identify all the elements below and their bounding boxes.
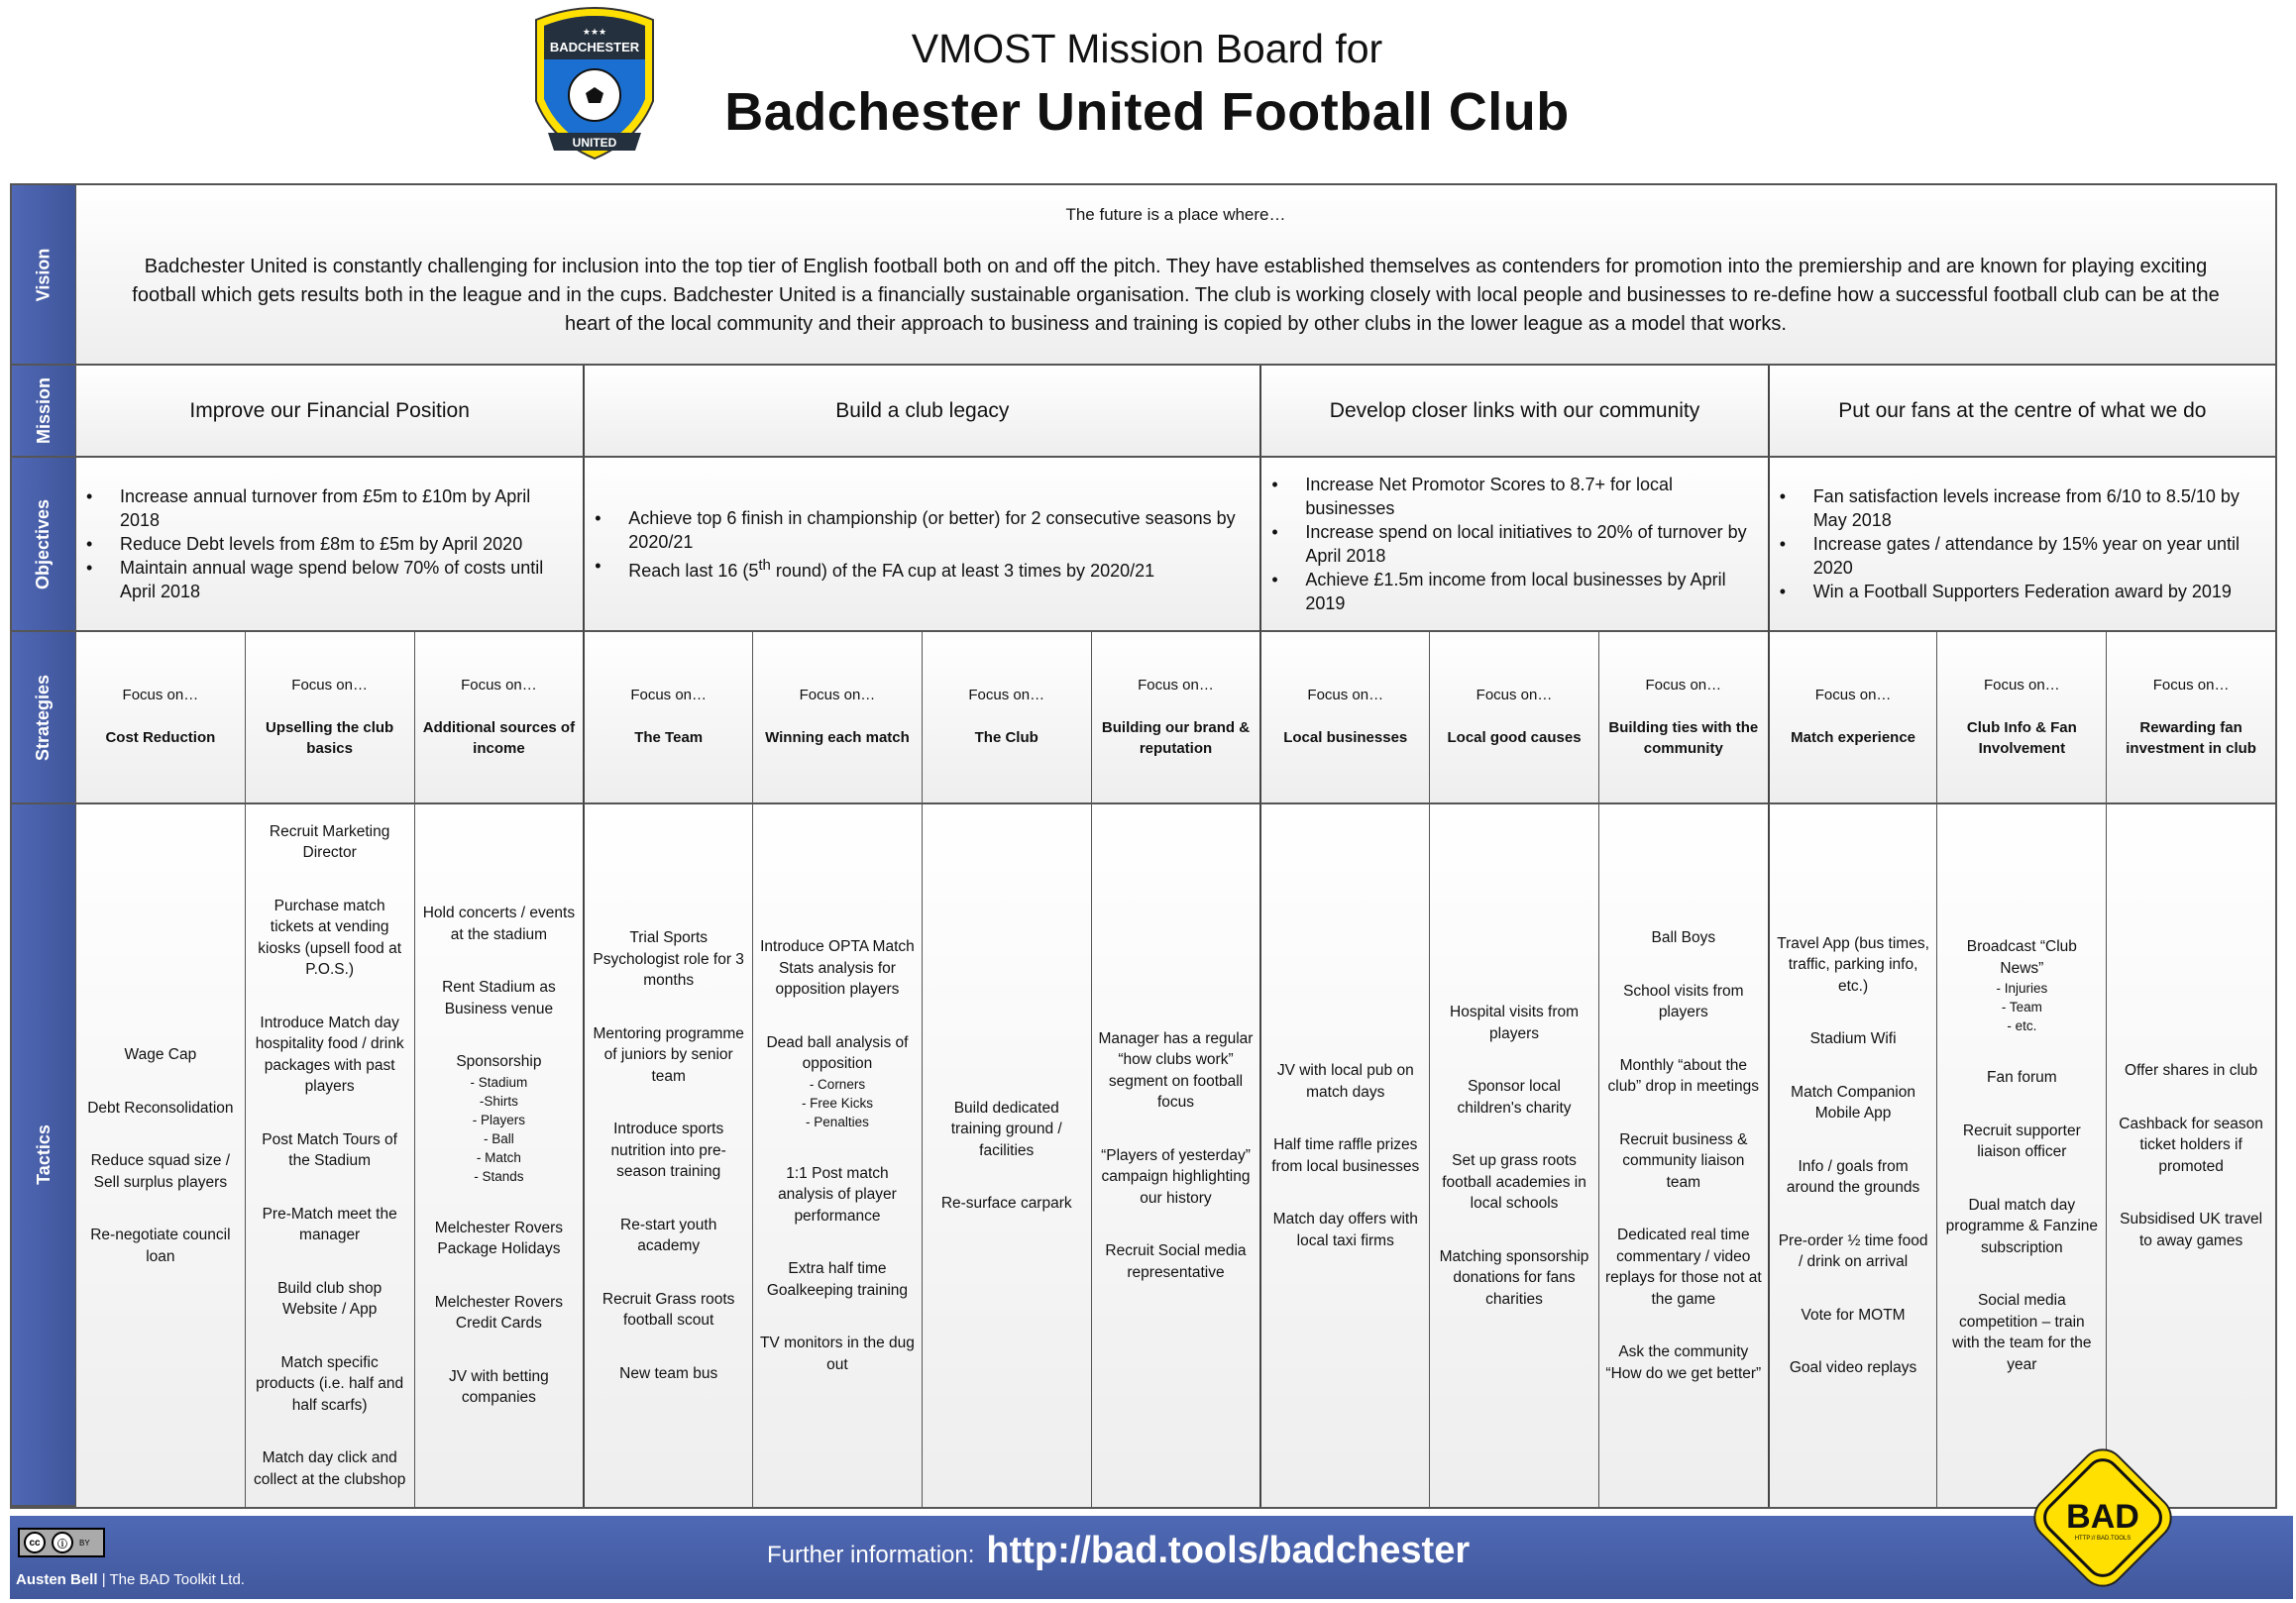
tactics-column-1 [75, 804, 245, 1507]
tactic-text: Re-start youth academy [620, 1216, 717, 1254]
tactic-item [421, 1366, 578, 1409]
tactic-text: Match day offers with local taxi firms [1272, 1211, 1418, 1249]
strategy-9 [1429, 632, 1598, 804]
strategy-name: Building ties with the community [1608, 718, 1759, 757]
tactic-subitem: - Ball [484, 1130, 514, 1146]
tactic-text: Debt Reconsolidation [87, 1099, 234, 1117]
strategy-1 [75, 632, 245, 804]
objective-item [86, 532, 569, 556]
objectives-2 [583, 458, 1259, 632]
tactic-subitem: - etc. [2007, 1018, 2037, 1033]
tactics-column-12 [1936, 804, 2106, 1507]
tactic-text: Info / goals from around the grounds [1786, 1157, 1920, 1196]
club-name-title [0, 81, 2296, 143]
tactic-item [591, 927, 746, 992]
tactic-item [619, 1363, 717, 1385]
objective-item [1271, 473, 1753, 520]
tactic-item [1098, 1028, 1255, 1114]
objective-text: Win a Football Supporters Federation award by 2019 [1812, 582, 2232, 601]
tactic-text: Re-surface carpark [940, 1195, 1072, 1212]
tactic-text: Post Match Tours of the Stadium [262, 1130, 397, 1170]
strategy-focus-label: Focus on… [291, 676, 368, 694]
tactic-text: Dead ball analysis of opposition [766, 1033, 909, 1072]
strategy-focus-label: Focus on… [1814, 687, 1892, 703]
tactic-item [2125, 1060, 2257, 1082]
strategy-7 [1091, 632, 1260, 804]
tactic-text: Match Companion Mobile App [1791, 1083, 1915, 1122]
tactic-item [2113, 1209, 2269, 1251]
tactics-column-9 [1429, 804, 1598, 1507]
objective-text-cont: round) of the FA cup at least 3 times by 2020/21 [770, 560, 1155, 581]
tactic-text: Recruit Grass roots football scout [601, 1290, 735, 1329]
tactic-item [591, 1215, 746, 1257]
strategy-focus-label: Focus on… [799, 687, 876, 703]
tactic-item [1436, 1002, 1592, 1044]
tactic-subitem: - Players [472, 1112, 526, 1127]
tactic-item [421, 903, 578, 945]
strategy-focus-label: Focus on… [1983, 676, 2060, 694]
tactic-text: Goal video replays [1789, 1359, 1917, 1376]
tactic-text: JV with local pub on match days [1276, 1062, 1414, 1101]
strategy-focus-label: Focus on… [461, 676, 537, 694]
tactic-item [591, 1023, 746, 1088]
tactic-text: Set up grass roots football academies in local schools [1442, 1152, 1586, 1212]
vmost-board [10, 183, 2277, 1509]
objective-text: Reach last 16 (5 [628, 560, 759, 581]
tactic-text: Reduce squad size / Sell surplus players [90, 1152, 231, 1191]
objective-text: Achieve £1.5m income from local businesses by April 2019 [1305, 570, 1726, 613]
tactic-text: Purchase match tickets at vending kiosks (upsell food at P.O.S.) [258, 897, 402, 979]
tactic-item [1943, 936, 2100, 1035]
tactic-text: Recruit Social media representative [1105, 1242, 1247, 1281]
objectives-3 [1259, 458, 1767, 632]
tactic-item [591, 1119, 746, 1183]
tactic-text: Trial Sports Psychologist role for 3 months [593, 929, 744, 989]
strategy-name: Additional sources of income [422, 718, 576, 757]
svg-text:BADCHESTER: BADCHESTER [549, 40, 640, 54]
strategy-2 [245, 632, 414, 804]
tactic-item [252, 1352, 408, 1417]
tactic-item [421, 1292, 578, 1335]
objective-list [1780, 484, 2261, 603]
tactic-text: Re-negotiate council loan [90, 1227, 231, 1265]
tactic-item [1776, 933, 1931, 998]
tactic-text: Introduce Match day hospitality food / drink packages with past players [255, 1014, 404, 1096]
tactic-text: Recruit Marketing Director [269, 822, 390, 862]
bad-toolkit-logo [2020, 1435, 2186, 1601]
objective-item [1271, 520, 1753, 568]
objectives-4 [1768, 458, 2275, 632]
tactic-item [1943, 1195, 2100, 1259]
tactic-text: TV monitors in the dug out [759, 1335, 915, 1373]
strategy-12 [1936, 632, 2106, 804]
tactic-item [1436, 1150, 1592, 1215]
objective-item [1271, 568, 1753, 615]
strategy-focus-label: Focus on… [1476, 687, 1553, 703]
tactic-text: Travel App (bus times, traffic, parking info, etc.) [1777, 934, 1929, 995]
objective-text: Increase gates / attendance by 15% year on year until 2020 [1812, 534, 2240, 578]
tactic-item [252, 1129, 408, 1172]
tactic-text: Hospital visits from players [1450, 1004, 1580, 1042]
mission-label: Improve our Financial Position [189, 398, 470, 422]
tactic-item [1098, 1145, 1255, 1210]
tactic-text: Matching sponsorship donations for fans charities [1439, 1247, 1589, 1308]
tactic-item [941, 1193, 1072, 1215]
objective-item [595, 554, 1246, 583]
tactic-text: Broadcast “Club News” [1966, 938, 2077, 977]
strategy-4 [583, 632, 752, 804]
strategy-11 [1768, 632, 1937, 804]
strategy-6 [922, 632, 1091, 804]
row-label-text: Tactics [33, 1124, 54, 1185]
strategy-name: The Team [634, 729, 704, 746]
tactic-text: Monthly “about the club” drop in meetings [1607, 1056, 1760, 1095]
objective-item [595, 506, 1246, 554]
mission-1 [75, 366, 583, 458]
strategy-name: Local businesses [1283, 729, 1408, 746]
company: The BAD Toolkit Ltd. [109, 1571, 245, 1588]
tactic-text: Introduce sports nutrition into pre-season training [610, 1121, 726, 1180]
title-line-2: Badchester United Football Club [724, 82, 1570, 142]
tactic-text: 1:1 Post match analysis of player performance [778, 1164, 897, 1225]
tactic-text: Ask the community “How do we get better” [1605, 1343, 1762, 1382]
further-info-link[interactable]: http://bad.tools/badchester [986, 1530, 1471, 1571]
further-label: Further information: [767, 1542, 975, 1568]
tactic-text: Build club shop Website / App [277, 1279, 383, 1319]
strategy-name: The Club [974, 729, 1039, 746]
objective-text: Increase Net Promotor Scores to 8.7+ for local businesses [1305, 475, 1674, 518]
tactic-item [87, 1098, 233, 1120]
title-line-1: VMOST Mission Board for [911, 26, 1383, 71]
separator: | [101, 1571, 106, 1588]
objective-text: Reduce Debt levels from £8m to £5m by April 2020 [120, 534, 523, 554]
strategy-focus-label: Focus on… [2152, 676, 2230, 694]
tactic-text: New team bus [619, 1364, 718, 1382]
tactic-text: Recruit supporter liaison officer [1962, 1122, 2081, 1160]
svg-text:BAD: BAD [2066, 1498, 2139, 1536]
tactic-item [1605, 1225, 1762, 1310]
author: Austen Bell [16, 1571, 98, 1588]
tactic-item [1776, 1230, 1931, 1273]
strategy-name: Rewarding fan investment in club [2126, 718, 2256, 757]
objectives-1 [75, 458, 583, 632]
tactics-column-7 [1091, 804, 1260, 1507]
svg-text:★★★: ★★★ [582, 28, 607, 38]
strategy-focus-label: Focus on… [122, 687, 199, 703]
tactic-text: Recruit business & community liaison team [1619, 1130, 1748, 1191]
strategy-focus-label: Focus on… [630, 687, 708, 703]
tactic-text: Cashback for season ticket holders if promoted [2119, 1115, 2263, 1175]
tactic-item [421, 1218, 578, 1260]
tactic-text: Match day click and collect at the clubshop [253, 1449, 406, 1488]
tactic-text: Ball Boys [1651, 929, 1716, 946]
tactics-column-5 [752, 804, 922, 1507]
header [0, 0, 2296, 178]
row-label-text: Vision [33, 248, 54, 301]
tactic-subitem: - Stands [474, 1168, 524, 1184]
tactics-column-4 [583, 804, 752, 1507]
mission-label: Build a club legacy [835, 398, 1010, 422]
row-label-tactics [12, 804, 75, 1507]
tactics-column-3 [414, 804, 584, 1507]
tactic-text: Half time raffle prizes from local businesses [1271, 1136, 1420, 1175]
strategy-name: Local good causes [1447, 729, 1582, 746]
strategy-focus-label: Focus on… [968, 687, 1045, 703]
objective-superscript: th [758, 556, 771, 574]
tactic-item [929, 1098, 1085, 1162]
objective-list [1271, 473, 1753, 615]
tactic-item [1605, 1341, 1762, 1384]
strategy-name: Winning each match [765, 729, 910, 746]
tactic-item [252, 821, 408, 864]
tactic-item [759, 936, 916, 1001]
tactic-item [1776, 1082, 1931, 1124]
tactic-text: Fan forum [1987, 1069, 2057, 1086]
row-label-strategies [12, 632, 75, 804]
tactic-text: Manager has a regular “how clubs work” segment on football focus [1098, 1029, 1254, 1112]
tactic-item [591, 1289, 746, 1332]
tactics-column-13 [2106, 804, 2275, 1507]
tactic-text: Sponsor local children's charity [1457, 1078, 1572, 1117]
tactics-column-11 [1768, 804, 1937, 1507]
row-label-vision [12, 185, 75, 366]
tactic-text: Dual match day programme & Fanzine subscription [1945, 1196, 2098, 1256]
tactic-text: School visits from players [1623, 982, 1744, 1020]
tactic-item [759, 1163, 916, 1228]
row-label-text: Strategies [33, 674, 54, 761]
objective-item [86, 556, 569, 603]
tactic-item [759, 1333, 916, 1375]
strategy-name: Cost Reduction [105, 729, 216, 746]
tactic-item [1943, 1121, 2100, 1163]
strategy-name: Club Info & Fan Involvement [1966, 718, 2077, 757]
tactics-column-10 [1598, 804, 1768, 1507]
objective-text: Achieve top 6 finish in championship (or better) for 2 consecutive seasons by 2020/21 [628, 507, 1236, 552]
row-label-objectives [12, 458, 75, 632]
tactic-item [456, 1051, 541, 1186]
strategy-10 [1598, 632, 1768, 804]
objective-list [86, 484, 569, 603]
strategy-name: Match experience [1791, 729, 1916, 746]
tactic-item [1267, 1134, 1423, 1177]
tactic-subitem: - Match [476, 1149, 521, 1165]
tactic-text: JV with betting companies [449, 1367, 549, 1407]
creative-commons-badge [18, 1528, 105, 1557]
tactic-subitem: - Corners [809, 1076, 866, 1092]
tactic-item [82, 1150, 239, 1193]
tactic-text: Subsidised UK travel to away games [2120, 1211, 2263, 1249]
tactic-text: Mentoring programme of juniors by senior team [593, 1024, 744, 1085]
mission-3 [1259, 366, 1767, 458]
tactic-item [252, 1013, 408, 1098]
mission-label: Put our fans at the centre of what we do [1838, 398, 2207, 422]
tactic-item [1651, 927, 1715, 949]
vision-statement [75, 185, 2275, 366]
strategy-name: Upselling the club basics [266, 718, 394, 757]
tactic-item [1810, 1028, 1897, 1050]
objective-list [595, 506, 1246, 583]
tactic-text: Social media competition – train with the team for the year [1952, 1292, 2092, 1373]
row-label-mission [12, 366, 75, 458]
tactic-text: Rent Stadium as Business venue [442, 979, 556, 1017]
strategy-focus-label: Focus on… [1645, 676, 1722, 694]
vision-lead: The future is a place where… [1065, 205, 1286, 224]
tactic-item [1605, 981, 1762, 1023]
tactic-text: Sponsorship [456, 1053, 542, 1071]
tactic-text: Pre-order ½ time food / drink on arrival [1778, 1231, 1928, 1270]
tactic-text: Melchester Rovers Package Holidays [434, 1219, 564, 1258]
tactic-item [1267, 1060, 1423, 1103]
credit [16, 1571, 245, 1588]
tactics-column-2 [245, 804, 414, 1507]
objective-text: Increase annual turnover from £5m to £10m by April 2018 [120, 486, 531, 530]
tactic-text: Pre-Match meet the manager [262, 1205, 397, 1244]
tactic-item [1098, 1240, 1255, 1283]
objective-item [1780, 532, 2261, 580]
cc-icon: cc [24, 1532, 46, 1553]
svg-text:UNITED: UNITED [572, 136, 617, 150]
tactic-text: Melchester Rovers Credit Cards [434, 1293, 564, 1333]
objective-item [1780, 580, 2261, 603]
license-by: BY [79, 1538, 90, 1548]
tactic-item [1987, 1067, 2057, 1089]
tactic-item [252, 1278, 408, 1321]
tactic-text: Introduce OPTA Match Stats analysis for opposition players [760, 938, 915, 998]
tactic-subitem: - Team [2001, 1000, 2042, 1015]
tactic-text: Offer shares in club [2125, 1062, 2258, 1079]
tactic-item [1776, 1156, 1931, 1199]
strategy-focus-label: Focus on… [1138, 676, 1214, 694]
mission-4 [1768, 366, 2275, 458]
tactic-item [1802, 1305, 1906, 1327]
row-label-text: Mission [33, 376, 54, 445]
tactic-text: Dedicated real time commentary / video replays for those not at the game [1604, 1227, 1762, 1308]
further-information [767, 1530, 1470, 1572]
tactic-item [1436, 1076, 1592, 1119]
tactic-item [759, 1258, 916, 1301]
tactic-item [421, 977, 578, 1019]
tactic-text: Stadium Wifi [1809, 1030, 1897, 1047]
strategy-8 [1259, 632, 1429, 804]
strategy-13 [2106, 632, 2275, 804]
tactic-subitem: - Injuries [1996, 981, 2048, 996]
tactic-item [1943, 1290, 2100, 1375]
tactic-text: “Players of yesterday” campaign highlighting our history [1101, 1146, 1251, 1207]
objective-text: Increase spend on local initiatives to 20% of turnover by April 2018 [1305, 522, 1747, 566]
row-label-text: Objectives [33, 498, 54, 589]
tactic-text: Vote for MOTM [1801, 1306, 1906, 1324]
tactic-text: Hold concerts / events at the stadium [422, 905, 576, 943]
tactic-subitem: - Stadium [470, 1074, 528, 1090]
tactic-subitem: - Free Kicks [801, 1095, 873, 1111]
svg-text:HTTP:// BAD.TOOLS: HTTP:// BAD.TOOLS [2074, 1536, 2132, 1542]
tactic-item [1267, 1209, 1423, 1251]
tactic-item [1436, 1246, 1592, 1311]
tactic-item [759, 1032, 916, 1131]
tactic-item [2113, 1114, 2269, 1178]
vision-body: Badchester United is constantly challenging for inclusion into the top tier of English football both on and off the pitch. They have established themselves as contenders for promotion into the premiership and are known for playing exciting football which gets results both in the league and in the cups. Badchester United is a financially sustainable organisation. The club is working closely with local people and businesses to re-define how a successful football club can be at the heart of the local community and their approach to business and training is copied by other clubs in the lower league as a model that works. [132, 256, 2220, 335]
objective-text: Maintain annual wage spend below 70% of costs until April 2018 [120, 558, 544, 601]
tactic-item [1605, 1129, 1762, 1194]
objective-text: Fan satisfaction levels increase from 6/10 to 8.5/10 by May 2018 [1812, 486, 2240, 530]
tactic-item [252, 1204, 408, 1246]
mission-2 [583, 366, 1259, 458]
strategy-3 [414, 632, 584, 804]
board-title [0, 26, 2296, 72]
tactics-column-6 [922, 804, 1091, 1507]
tactic-item [1605, 1055, 1762, 1098]
tactic-text: Match specific products (i.e. half and half scarfs) [256, 1353, 404, 1414]
attribution-icon: ⓘ [52, 1532, 73, 1553]
strategy-focus-label: Focus on… [1307, 687, 1384, 703]
tactic-subitem: - Penalties [806, 1114, 869, 1129]
tactic-item [1790, 1357, 1916, 1379]
tactics-column-8 [1259, 804, 1429, 1507]
tactic-item [252, 896, 408, 981]
objective-item [86, 484, 569, 532]
strategy-name: Building our brand & reputation [1101, 718, 1251, 757]
tactic-text: Extra half time Goalkeeping training [766, 1260, 909, 1299]
mission-label: Develop closer links with our community [1329, 398, 1700, 422]
tactic-item [252, 1447, 408, 1490]
footer [10, 1516, 2293, 1599]
tactic-text: Build dedicated training ground / facilities [950, 1099, 1062, 1159]
tactic-subitem: -Shirts [479, 1093, 518, 1109]
tactic-item [82, 1225, 239, 1267]
tactic-text: Wage Cap [124, 1046, 197, 1063]
strategy-5 [752, 632, 922, 804]
objective-item [1780, 484, 2261, 532]
tactic-item [125, 1044, 197, 1066]
